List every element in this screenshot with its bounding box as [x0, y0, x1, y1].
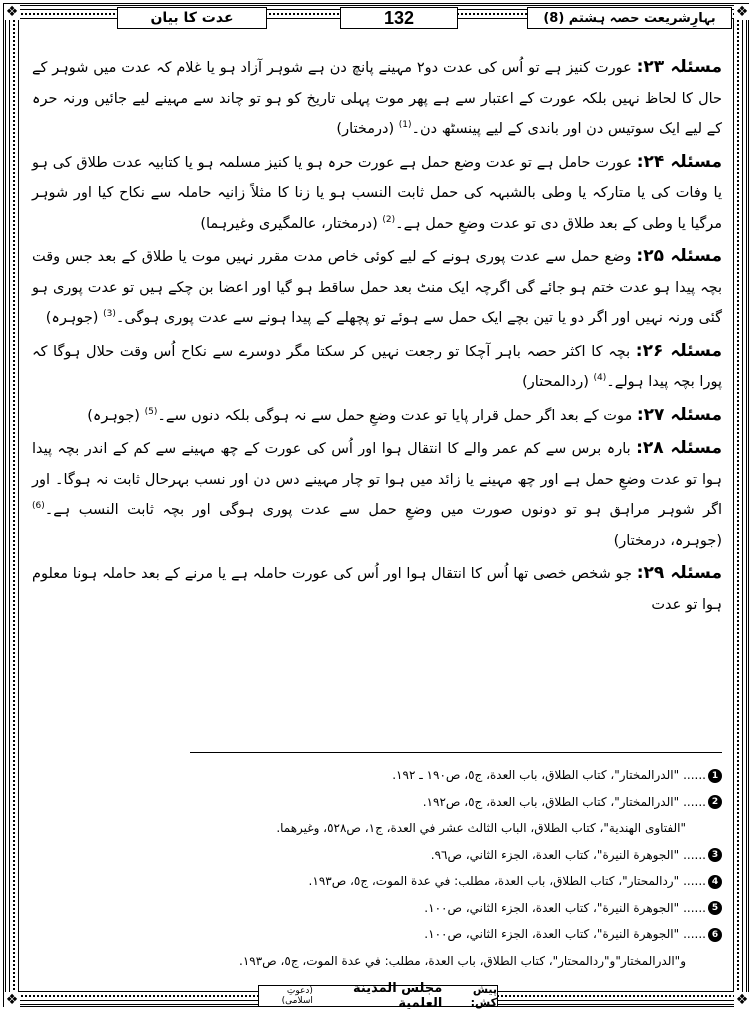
- footnote-text: "الفتاوى الهندية"، كتاب الطلاق، الباب الثالث عشر في العدة، ج١، ص٥٢٨، وغيرهما.: [276, 821, 686, 835]
- footnote-item: 2......"الدرالمختار"، كتاب الطلاق، باب العدة، ج٥، ص١٩٢.: [150, 789, 722, 816]
- book-title: بہارِشریعت حصہ ہشتم (8): [527, 7, 732, 29]
- masala-text: جو شخص خصی تھا اُس کا انتقال ہوا اور اُس کی عورت حاملہ ہے یا مرنے کے بعد حاملہ ہونا معلوم ہوا تو عدت: [32, 566, 722, 613]
- footnotes: [150, 762, 722, 974]
- masala-text: عورت کنیز ہے تو اُس کی عدت دو۲ مہینے پانچ دن ہے شوہر آزاد ہو یا غلام کہ عدت میں شوہر کے حال کا لحاظ نہیں بلکہ عورت کے اعتبار سے ہے پھر موت پہلی تاریخ کو ہو تو چاند سے مہینے لیے جائیں ورنہ حرہ کے لیے ایک سوتیس دن اور باندی کے لیے پینسٹھ دن۔: [32, 60, 722, 137]
- masala-label: مسئلہ ۲۶:: [635, 340, 723, 361]
- source-citation: (درمختار، عالمگیری وغیرہما): [200, 215, 378, 232]
- masala-label: مسئلہ ۲۴:: [636, 151, 722, 172]
- masala-26: [32, 336, 722, 398]
- masala-label: مسئلہ ۲۳:: [636, 57, 723, 77]
- footnote-number: 1: [708, 769, 722, 783]
- masala-text: موت کے بعد اگر حمل قرار پایا تو عدت وضعِ حمل سے نہ ہوگی بلکہ دنوں سے۔: [157, 407, 633, 424]
- source-citation: (جوہرہ، درمختار): [613, 532, 722, 549]
- publisher-name: مجلس المدينة العلمية: [353, 981, 443, 1011]
- page-footer: [258, 981, 498, 1011]
- source-citation: (ردالمحتار): [522, 374, 589, 390]
- footnote-item: [150, 815, 722, 842]
- footnote-number: 2: [708, 795, 722, 809]
- source-citation: (درمختار): [336, 121, 395, 137]
- footnote-text: "الدرالمختار"، كتاب الطلاق، باب العدة، ج٥، ص١٩٠ ـ ١٩٢.: [392, 768, 680, 782]
- masala-text: بچہ کا اکثر حصہ باہر آچکا تو رجعت نہیں کر سکتا مگر دوسرے سے نکاح اُس وقت حلال ہوگا کہ پورا بچہ پیدا ہولے۔: [32, 343, 722, 390]
- masala-label: مسئلہ ۲۵:: [636, 246, 722, 266]
- footnote-item: 1......"الدرالمختار"، كتاب الطلاق، باب العدة، ج٥، ص١٩٠ ـ ١٩٢.: [150, 762, 722, 789]
- footnote-text: "الجوهرة النيرة"، كتاب العدة، الجزء الثاني، ص١٠٠.: [424, 927, 680, 941]
- publisher-subtitle: (دعوتِ اسلامی): [281, 986, 313, 1006]
- footnote-number: 5: [708, 901, 722, 915]
- footnote-number: 3: [708, 848, 722, 862]
- footer-presenter: پیش کش:: [470, 983, 497, 1009]
- ornament-corner-icon: ❖: [735, 992, 749, 1008]
- source-citation: (جوہرہ): [45, 310, 99, 326]
- main-text: [32, 52, 722, 622]
- footnote-number: 6: [708, 928, 722, 942]
- ornament-corner-icon: ❖: [5, 992, 19, 1008]
- ornament-corner-icon: ❖: [735, 4, 749, 20]
- masala-label: مسئلہ ۲۷:: [636, 404, 722, 425]
- masala-28: [32, 433, 722, 556]
- footnote-item: 3......"الجوهرة النيرة"، كتاب العدة، الجزء الثاني، ص٩٦.: [150, 842, 722, 869]
- footnote-ref[interactable]: (5): [144, 406, 158, 417]
- footnote-text: "الجوهرة النيرة"، كتاب العدة، الجزء الثاني، ص٩٦.: [430, 847, 680, 862]
- footnote-item: 5......"الجوهرة النيرة"، كتاب العدة، الجزء الثاني، ص١٠٠.: [150, 895, 722, 922]
- page-number: 132: [340, 7, 458, 29]
- footnote-ref[interactable]: (6): [32, 501, 45, 512]
- masala-24: [32, 147, 722, 240]
- source-citation: (جوہرہ): [87, 407, 140, 424]
- masala-27: [32, 400, 722, 432]
- masala-text: وضع حمل سے عدت پوری ہونے کے لیے کوئی خاص مدت مقرر نہیں موت یا طلاق کے بعد جس وقت بچہ پیدا ہو عدت ختم ہو جائے گی اگرچہ ایک منٹ بعد حمل ساقط ہو گیا اور اعضا بن چکے ہیں تو عدت پوری ہو گئی ورنہ نہیں اور اگر دو یا تین بچے ایک حمل سے ہوئے تو پچھلے کے پیدا ہونے سے عدت پوری ہوگی۔: [32, 249, 722, 326]
- footnote-item: 6......"الجوهرة النيرة"، كتاب العدة، الجزء الثاني، ص١٠٠.: [150, 921, 722, 948]
- footnote-text: "الدرالمختار"، كتاب الطلاق، باب العدة، ج٥، ص١٩٢.: [422, 794, 680, 809]
- masala-label: مسئلہ ۲۸:: [636, 438, 722, 458]
- footnote-number: 4: [708, 875, 722, 889]
- page-header: [22, 4, 732, 30]
- masala-text: بارہ برس سے کم عمر والے کا انتقال ہوا اور اُس کی عورت کے چھ مہینے سے کم کے اندر بچہ پیدا ہوا تو عدت وضعِ حمل ہے اور چھ مہینے یا زائد میں ہوا تو چار مہینے دس دن اور نسب بہرحال ثابت نہ ہوگا۔ اور اگر شوہر مراہق ہو تو دونوں صورت میں وضعِ حمل سے عدت پوری ہوگی اور بچہ ثابت النسب ہے۔: [32, 441, 722, 518]
- footnote-ref[interactable]: (2): [382, 214, 396, 225]
- footnote-text: و"الدرالمختار"و"ردالمحتار"، كتاب الطلاق، باب العدة، مطلب: في عدة الموت، ج٥، ص١٩٣.: [238, 953, 686, 968]
- footnote-text: "الجوهرة النيرة"، كتاب العدة، الجزء الثاني، ص١٠٠.: [424, 900, 680, 915]
- footnote-ref[interactable]: (4): [593, 373, 607, 384]
- footnote-divider: [190, 752, 722, 753]
- footnote-item: 4......"ردالمحتار"، كتاب الطلاق، باب العدة، مطلب: في عدة الموت، ج٥، ص١٩٣.: [150, 868, 722, 895]
- footnote-ref[interactable]: (1): [398, 120, 412, 131]
- ornament-corner-icon: ❖: [5, 4, 19, 20]
- masala-23: [32, 52, 722, 145]
- chapter-title: عدت کا بیان: [117, 7, 267, 29]
- masala-25: [32, 241, 722, 334]
- masala-29: [32, 558, 722, 620]
- masala-text: عورت حامل ہے تو عدت وضع حمل ہے عورت حرہ ہو یا کنیز مسلمہ ہو یا کتابیہ عدت طلاق کی ہو یا وفات کی یا متارکہ یا وطی بالشبہہ کی حمل ثابت النسب ہو یا زنا کا مثلاً زانیہ حاملہ سے نکاح کیا اور شوہر مرگیا یا وطی کے بعد طلاق دی تو عدت وضعِ حمل ہے۔: [32, 154, 722, 232]
- footnote-text: "ردالمحتار"، كتاب الطلاق، باب العدة، مطلب: في عدة الموت، ج٥، ص١٩٣.: [308, 874, 680, 888]
- footnote-item: [150, 948, 722, 975]
- footnote-ref[interactable]: (3): [103, 309, 116, 320]
- masala-label: مسئلہ ۲۹:: [636, 563, 723, 583]
